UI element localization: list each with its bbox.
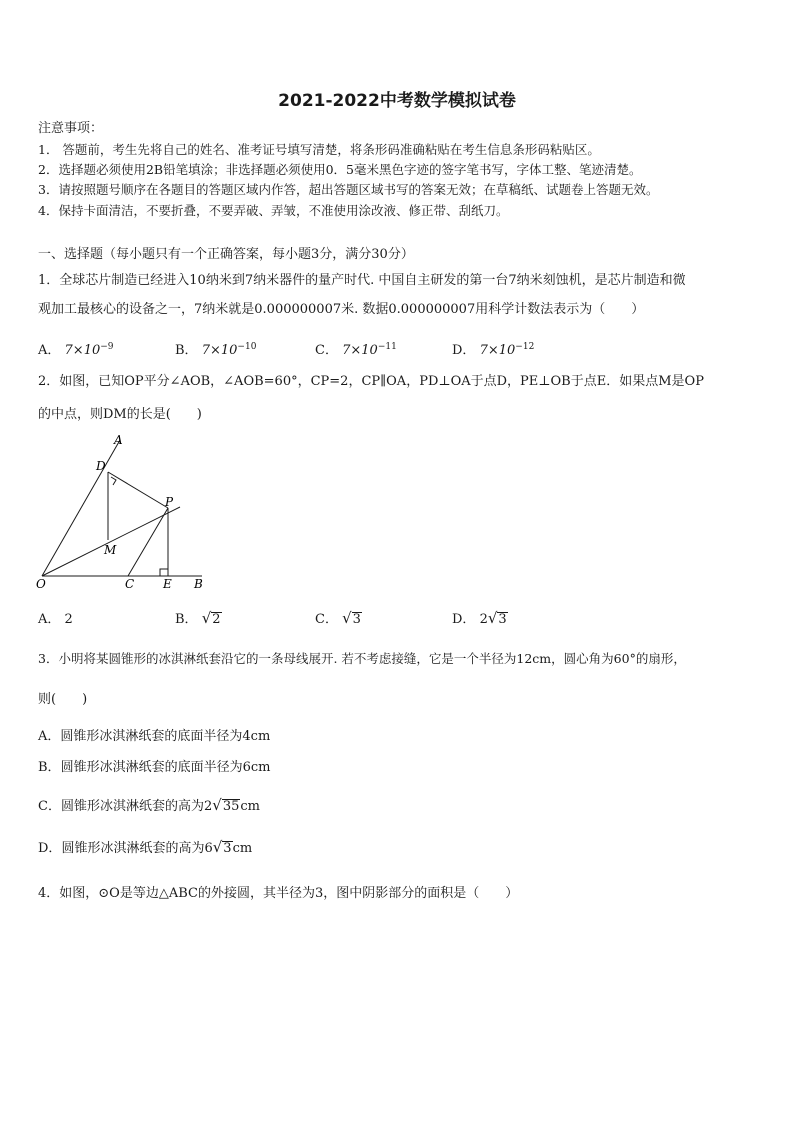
option-b[interactable]	[38, 759, 270, 777]
option-label: D．	[452, 612, 476, 627]
sqrt-icon: √	[212, 796, 222, 814]
option-coefficient: 2	[479, 612, 488, 627]
question-2-text: 2．如图，已知OP平分∠AOB，∠AOB=60°，CP=2，CP∥OA，PD⊥OA于点D，PE⊥OB于点E．如果点M是OP	[38, 374, 704, 389]
question-1-text: 观加工最核心的设备之一，7纳米就是0.000000007米. 数据0.000000007用科学计数法表示为（ ）	[38, 302, 645, 317]
option-label: B．	[38, 760, 61, 775]
option-radicand: 3	[498, 612, 507, 627]
label-c: C	[125, 577, 135, 591]
question-1-text: 1．全球芯片制造已经进入10纳米到7纳米器件的量产时代. 中国自主研发的第一台7纳米刻蚀机，是芯片制造和微	[38, 273, 686, 288]
option-exponent: −9	[100, 342, 114, 352]
option-unit: cm	[240, 799, 260, 814]
option-a[interactable]	[38, 339, 114, 358]
question-3-text: 3．小明将某圆锥形的冰淇淋纸套沿它的一条母线展开. 若不考虑接缝，它是一个半径为12cm，圆心角为60°的扇形，	[38, 651, 686, 666]
option-text: 圆锥形冰淇淋纸套的高为	[60, 799, 204, 814]
notes-heading: 注意事项：	[38, 121, 104, 136]
option-a[interactable]	[38, 728, 270, 746]
option-coefficient: 6	[204, 841, 213, 856]
option-label: C．	[315, 343, 338, 358]
option-label: C．	[38, 799, 61, 814]
option-radicand: 3	[352, 612, 361, 627]
question-4-text: 4．如图，⊙O是等边△ABC的外接圆，其半径为3，图中阴影部分的面积是（ ）	[38, 886, 519, 901]
question-2-text: 的中点，则DM的长是( )	[38, 407, 202, 422]
label-e: E	[163, 577, 172, 591]
label-p: P	[165, 495, 174, 509]
note-item: 4．保持卡面清洁，不要折叠，不要弄破、弄皱，不准使用涂改液、修正带、刮纸刀。	[38, 203, 509, 218]
sqrt-icon: √	[487, 609, 498, 627]
option-coefficient: 2	[64, 612, 73, 627]
question-3-text: 则( )	[38, 692, 88, 707]
segment-pd	[108, 472, 168, 508]
option-c[interactable]	[315, 339, 397, 358]
label-b: B	[194, 577, 203, 591]
option-exponent: −10	[237, 342, 257, 352]
option-text: 圆锥形冰淇淋纸套的底面半径为6cm	[60, 760, 271, 775]
geometry-figure	[32, 432, 212, 592]
option-c[interactable]	[315, 608, 362, 627]
label-a: A	[114, 433, 123, 447]
label-d: D	[96, 459, 106, 473]
right-angle-mark-d	[111, 477, 116, 485]
option-label: A．	[38, 612, 61, 627]
question-1-options	[38, 339, 758, 359]
option-text: 圆锥形冰淇淋纸套的高为	[61, 841, 205, 856]
option-d[interactable]	[38, 838, 252, 858]
option-c[interactable]	[38, 796, 260, 816]
right-angle-mark-e	[160, 569, 168, 576]
option-label: B．	[175, 612, 198, 627]
option-b[interactable]	[175, 339, 256, 358]
option-base: 7×10	[342, 343, 378, 358]
option-base: 7×10	[479, 343, 516, 358]
note-item: 1． 答题前，考生先将自己的姓名、准考证号填写清楚，将条形码准确粘贴在考生信息条形码粘贴区。	[38, 142, 600, 157]
sqrt-icon: √	[201, 609, 212, 627]
option-base: 7×10	[201, 343, 238, 358]
page-title: 2021-2022中考数学模拟试卷	[278, 91, 516, 111]
segment-cp	[128, 508, 168, 576]
option-coefficient: 2	[203, 799, 213, 814]
option-label: C．	[315, 612, 338, 627]
option-radicand: 35	[222, 799, 240, 814]
option-d[interactable]	[452, 339, 534, 358]
option-label: D．	[452, 343, 476, 358]
option-base: 7×10	[64, 343, 101, 358]
option-label: A．	[38, 343, 61, 358]
option-unit: cm	[232, 841, 253, 856]
option-text: 圆锥形冰淇淋纸套的底面半径为4cm	[60, 729, 271, 744]
question-2-options	[38, 608, 758, 628]
sqrt-icon: √	[212, 838, 223, 856]
sqrt-icon: √	[342, 609, 352, 627]
option-exponent: −12	[515, 342, 535, 352]
option-label: B．	[175, 343, 198, 358]
option-radicand: 3	[223, 841, 232, 856]
line-op	[42, 507, 180, 576]
section-heading: 一、选择题（每小题只有一个正确答案，每小题3分，满分30分）	[38, 247, 414, 262]
option-radicand: 2	[212, 612, 221, 627]
option-d[interactable]	[452, 608, 508, 627]
note-item: 2．选择题必须使用2B铅笔填涂；非选择题必须使用0．5毫米黑色字迹的签字笔书写，字体工整、笔迹清楚。	[38, 162, 642, 177]
note-item: 3．请按照题号顺序在各题目的答题区域内作答，超出答题区域书写的答案无效；在草稿纸、试题卷上答题无效。	[38, 182, 659, 197]
option-label: D．	[38, 841, 62, 856]
option-label: A．	[38, 729, 61, 744]
option-exponent: −11	[377, 342, 397, 352]
label-m: M	[104, 543, 117, 557]
option-a[interactable]	[38, 608, 73, 627]
label-o: O	[36, 577, 46, 591]
option-b[interactable]	[175, 608, 222, 627]
